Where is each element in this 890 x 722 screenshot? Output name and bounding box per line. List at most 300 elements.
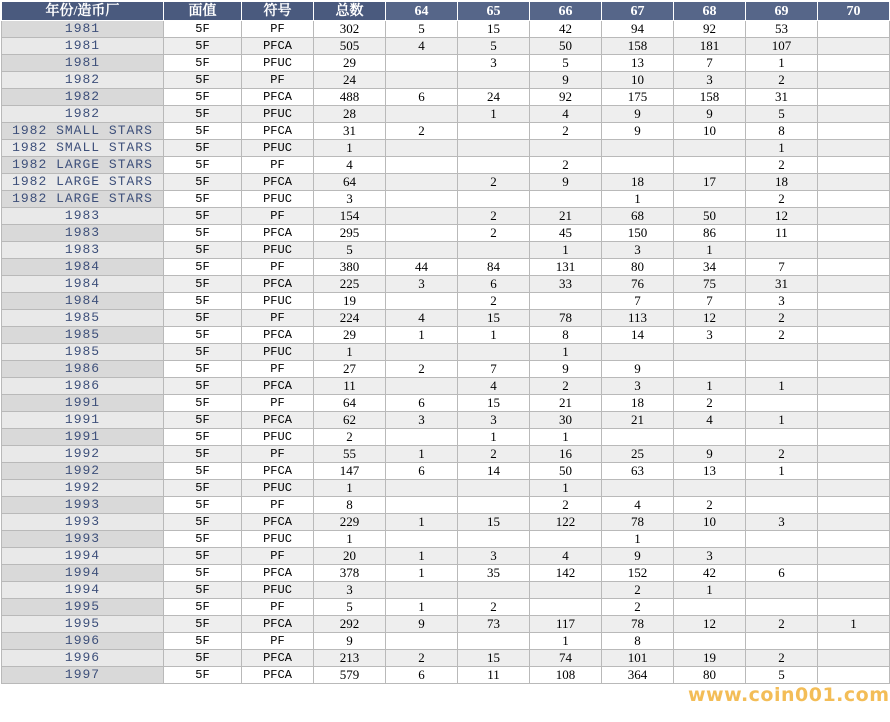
- cell-designation: PFCA: [242, 225, 314, 242]
- header-grade-66[interactable]: 66: [530, 2, 602, 21]
- header-grade-68[interactable]: 68: [674, 2, 746, 21]
- cell-designation: PFCA: [242, 667, 314, 684]
- cell-designation: PFCA: [242, 650, 314, 667]
- cell-grade-70: [818, 140, 890, 157]
- cell-year-mint: 1982 SMALL STARS: [2, 123, 164, 140]
- cell-designation: PFCA: [242, 616, 314, 633]
- header-year-mint[interactable]: 年份/造币厂: [2, 2, 164, 21]
- cell-grade-65: [458, 531, 530, 548]
- cell-total: 11: [314, 378, 386, 395]
- cell-grade-68: 9: [674, 446, 746, 463]
- cell-grade-65: 5: [458, 38, 530, 55]
- cell-total: 5: [314, 242, 386, 259]
- header-grade-67[interactable]: 67: [602, 2, 674, 21]
- cell-grade-69: [746, 361, 818, 378]
- cell-grade-64: 1: [386, 548, 458, 565]
- table-row[interactable]: [2, 140, 890, 157]
- cell-total: 24: [314, 72, 386, 89]
- cell-grade-66: 142: [530, 565, 602, 582]
- cell-grade-64: 2: [386, 123, 458, 140]
- cell-grade-67: [602, 140, 674, 157]
- cell-total: 378: [314, 565, 386, 582]
- cell-denomination: 5F: [164, 361, 242, 378]
- header-designation[interactable]: 符号: [242, 2, 314, 21]
- cell-grade-64: [386, 191, 458, 208]
- cell-year-mint: 1981: [2, 21, 164, 38]
- table-row[interactable]: [2, 55, 890, 72]
- cell-grade-66: [530, 293, 602, 310]
- cell-total: 27: [314, 361, 386, 378]
- cell-grade-69: 18: [746, 174, 818, 191]
- table-row[interactable]: [2, 514, 890, 531]
- cell-grade-68: 86: [674, 225, 746, 242]
- cell-denomination: 5F: [164, 21, 242, 38]
- cell-year-mint: 1997: [2, 667, 164, 684]
- cell-grade-67: 9: [602, 361, 674, 378]
- cell-denomination: 5F: [164, 582, 242, 599]
- cell-designation: PFCA: [242, 276, 314, 293]
- cell-year-mint: 1996: [2, 633, 164, 650]
- cell-grade-68: 19: [674, 650, 746, 667]
- population-table: [1, 1, 890, 684]
- cell-grade-68: 17: [674, 174, 746, 191]
- table-row[interactable]: [2, 344, 890, 361]
- cell-grade-66: 33: [530, 276, 602, 293]
- cell-grade-70: [818, 242, 890, 259]
- cell-grade-70: [818, 361, 890, 378]
- cell-grade-70: [818, 106, 890, 123]
- cell-denomination: 5F: [164, 310, 242, 327]
- table-row[interactable]: [2, 259, 890, 276]
- cell-total: 5: [314, 599, 386, 616]
- cell-grade-70: [818, 344, 890, 361]
- cell-grade-69: 31: [746, 89, 818, 106]
- cell-designation: PF: [242, 548, 314, 565]
- cell-year-mint: 1982 LARGE STARS: [2, 174, 164, 191]
- cell-grade-67: 150: [602, 225, 674, 242]
- cell-grade-66: 2: [530, 157, 602, 174]
- cell-total: 292: [314, 616, 386, 633]
- cell-grade-64: [386, 633, 458, 650]
- cell-grade-66: 131: [530, 259, 602, 276]
- cell-grade-68: [674, 633, 746, 650]
- cell-grade-66: 2: [530, 123, 602, 140]
- cell-total: 55: [314, 446, 386, 463]
- cell-grade-70: [818, 429, 890, 446]
- cell-grade-70: [818, 89, 890, 106]
- table-row[interactable]: [2, 361, 890, 378]
- cell-year-mint: 1986: [2, 361, 164, 378]
- cell-grade-67: 152: [602, 565, 674, 582]
- cell-grade-66: 9: [530, 174, 602, 191]
- cell-denomination: 5F: [164, 650, 242, 667]
- cell-grade-70: [818, 208, 890, 225]
- cell-year-mint: 1993: [2, 497, 164, 514]
- cell-grade-70: [818, 327, 890, 344]
- cell-grade-69: 2: [746, 650, 818, 667]
- cell-denomination: 5F: [164, 242, 242, 259]
- cell-grade-67: 78: [602, 616, 674, 633]
- cell-grade-68: 75: [674, 276, 746, 293]
- cell-denomination: 5F: [164, 140, 242, 157]
- cell-grade-65: [458, 123, 530, 140]
- table-row[interactable]: [2, 225, 890, 242]
- cell-grade-64: [386, 72, 458, 89]
- table-row[interactable]: [2, 106, 890, 123]
- cell-total: 505: [314, 38, 386, 55]
- cell-grade-67: 94: [602, 21, 674, 38]
- cell-grade-66: 30: [530, 412, 602, 429]
- cell-designation: PFUC: [242, 293, 314, 310]
- cell-designation: PFUC: [242, 531, 314, 548]
- cell-grade-66: 1: [530, 633, 602, 650]
- cell-grade-65: [458, 72, 530, 89]
- cell-grade-70: [818, 191, 890, 208]
- cell-grade-68: 3: [674, 72, 746, 89]
- cell-total: 3: [314, 582, 386, 599]
- cell-grade-64: [386, 174, 458, 191]
- cell-grade-65: [458, 497, 530, 514]
- table-row[interactable]: [2, 310, 890, 327]
- cell-grade-67: 18: [602, 174, 674, 191]
- cell-designation: PF: [242, 259, 314, 276]
- table-row[interactable]: [2, 123, 890, 140]
- cell-grade-64: 3: [386, 276, 458, 293]
- cell-year-mint: 1982 LARGE STARS: [2, 157, 164, 174]
- cell-grade-68: 80: [674, 667, 746, 684]
- cell-grade-70: [818, 548, 890, 565]
- cell-grade-68: [674, 599, 746, 616]
- cell-grade-66: [530, 140, 602, 157]
- cell-grade-68: [674, 531, 746, 548]
- cell-grade-68: [674, 191, 746, 208]
- table-row[interactable]: [2, 293, 890, 310]
- cell-grade-65: [458, 344, 530, 361]
- cell-year-mint: 1995: [2, 616, 164, 633]
- cell-grade-64: 9: [386, 616, 458, 633]
- cell-denomination: 5F: [164, 72, 242, 89]
- cell-grade-64: [386, 242, 458, 259]
- cell-total: 488: [314, 89, 386, 106]
- table-row[interactable]: [2, 191, 890, 208]
- cell-designation: PFUC: [242, 344, 314, 361]
- cell-grade-65: 2: [458, 174, 530, 191]
- cell-total: 28: [314, 106, 386, 123]
- header-grade-64[interactable]: 64: [386, 2, 458, 21]
- cell-grade-69: [746, 582, 818, 599]
- cell-designation: PF: [242, 446, 314, 463]
- cell-total: 579: [314, 667, 386, 684]
- header-denomination[interactable]: 面值: [164, 2, 242, 21]
- cell-grade-68: [674, 480, 746, 497]
- cell-grade-69: 2: [746, 310, 818, 327]
- cell-grade-69: 12: [746, 208, 818, 225]
- table-row[interactable]: [2, 480, 890, 497]
- cell-grade-64: [386, 106, 458, 123]
- cell-grade-68: 4: [674, 412, 746, 429]
- table-row[interactable]: [2, 463, 890, 480]
- cell-grade-67: 175: [602, 89, 674, 106]
- cell-grade-69: 2: [746, 157, 818, 174]
- table-row[interactable]: [2, 174, 890, 191]
- cell-grade-67: 18: [602, 395, 674, 412]
- cell-grade-69: [746, 633, 818, 650]
- cell-denomination: 5F: [164, 276, 242, 293]
- cell-grade-67: 21: [602, 412, 674, 429]
- cell-grade-67: 1: [602, 531, 674, 548]
- cell-grade-69: [746, 548, 818, 565]
- cell-grade-65: 3: [458, 55, 530, 72]
- cell-grade-69: 3: [746, 514, 818, 531]
- cell-denomination: 5F: [164, 667, 242, 684]
- cell-grade-66: 16: [530, 446, 602, 463]
- cell-grade-69: 3: [746, 293, 818, 310]
- cell-grade-65: 14: [458, 463, 530, 480]
- cell-total: 19: [314, 293, 386, 310]
- cell-grade-64: [386, 140, 458, 157]
- table-row[interactable]: [2, 378, 890, 395]
- cell-grade-66: 117: [530, 616, 602, 633]
- cell-grade-64: 2: [386, 361, 458, 378]
- header-total[interactable]: 总数: [314, 2, 386, 21]
- cell-grade-70: [818, 565, 890, 582]
- cell-grade-68: 10: [674, 514, 746, 531]
- table-row[interactable]: [2, 412, 890, 429]
- cell-designation: PFCA: [242, 123, 314, 140]
- cell-total: 1: [314, 480, 386, 497]
- cell-grade-69: [746, 531, 818, 548]
- cell-grade-64: [386, 429, 458, 446]
- cell-grade-66: 2: [530, 497, 602, 514]
- cell-total: 224: [314, 310, 386, 327]
- cell-year-mint: 1991: [2, 395, 164, 412]
- cell-total: 1: [314, 140, 386, 157]
- cell-denomination: 5F: [164, 497, 242, 514]
- cell-grade-64: [386, 582, 458, 599]
- cell-grade-70: [818, 72, 890, 89]
- table-row[interactable]: [2, 208, 890, 225]
- cell-grade-66: 21: [530, 208, 602, 225]
- cell-grade-65: [458, 242, 530, 259]
- table-row[interactable]: [2, 616, 890, 633]
- cell-grade-69: 7: [746, 259, 818, 276]
- cell-grade-70: [818, 55, 890, 72]
- cell-grade-69: 2: [746, 446, 818, 463]
- table-row[interactable]: [2, 582, 890, 599]
- cell-grade-65: [458, 191, 530, 208]
- cell-grade-64: 1: [386, 514, 458, 531]
- cell-grade-67: 25: [602, 446, 674, 463]
- cell-year-mint: 1981: [2, 38, 164, 55]
- cell-grade-66: [530, 582, 602, 599]
- cell-grade-69: 5: [746, 106, 818, 123]
- table-row[interactable]: [2, 548, 890, 565]
- header-grade-69[interactable]: 69: [746, 2, 818, 21]
- cell-total: 3: [314, 191, 386, 208]
- cell-grade-68: [674, 140, 746, 157]
- cell-grade-69: [746, 344, 818, 361]
- table-row[interactable]: [2, 531, 890, 548]
- cell-denomination: 5F: [164, 514, 242, 531]
- table-row[interactable]: [2, 21, 890, 38]
- table-row[interactable]: [2, 72, 890, 89]
- cell-grade-65: 4: [458, 378, 530, 395]
- cell-year-mint: 1994: [2, 548, 164, 565]
- table-row[interactable]: [2, 565, 890, 582]
- table-row[interactable]: [2, 38, 890, 55]
- cell-denomination: 5F: [164, 480, 242, 497]
- cell-grade-68: 3: [674, 548, 746, 565]
- cell-grade-69: 2: [746, 191, 818, 208]
- cell-grade-66: 21: [530, 395, 602, 412]
- cell-grade-65: [458, 140, 530, 157]
- cell-designation: PF: [242, 157, 314, 174]
- cell-total: 302: [314, 21, 386, 38]
- cell-grade-68: 1: [674, 582, 746, 599]
- cell-year-mint: 1984: [2, 259, 164, 276]
- cell-grade-66: [530, 191, 602, 208]
- cell-grade-67: 364: [602, 667, 674, 684]
- cell-grade-67: [602, 429, 674, 446]
- cell-grade-67: 8: [602, 633, 674, 650]
- cell-grade-65: 2: [458, 599, 530, 616]
- cell-grade-66: 5: [530, 55, 602, 72]
- cell-year-mint: 1982 SMALL STARS: [2, 140, 164, 157]
- cell-grade-70: [818, 276, 890, 293]
- cell-grade-64: 6: [386, 395, 458, 412]
- cell-denomination: 5F: [164, 225, 242, 242]
- table-row[interactable]: [2, 89, 890, 106]
- cell-grade-64: [386, 344, 458, 361]
- cell-denomination: 5F: [164, 378, 242, 395]
- cell-grade-65: 6: [458, 276, 530, 293]
- cell-grade-67: 3: [602, 378, 674, 395]
- cell-grade-66: 78: [530, 310, 602, 327]
- table-row[interactable]: [2, 429, 890, 446]
- cell-grade-70: [818, 174, 890, 191]
- cell-grade-64: 6: [386, 667, 458, 684]
- cell-designation: PF: [242, 72, 314, 89]
- cell-grade-64: 5: [386, 21, 458, 38]
- table-row[interactable]: [2, 157, 890, 174]
- table-row[interactable]: [2, 242, 890, 259]
- cell-grade-67: 1: [602, 191, 674, 208]
- cell-denomination: 5F: [164, 191, 242, 208]
- cell-denomination: 5F: [164, 174, 242, 191]
- table-row[interactable]: [2, 667, 890, 684]
- cell-grade-67: [602, 480, 674, 497]
- cell-grade-69: 1: [746, 55, 818, 72]
- cell-grade-65: 3: [458, 548, 530, 565]
- cell-grade-70: [818, 157, 890, 174]
- cell-year-mint: 1982: [2, 106, 164, 123]
- cell-grade-65: 1: [458, 106, 530, 123]
- cell-designation: PFUC: [242, 480, 314, 497]
- cell-grade-67: 158: [602, 38, 674, 55]
- cell-grade-64: [386, 225, 458, 242]
- cell-designation: PFCA: [242, 89, 314, 106]
- cell-denomination: 5F: [164, 412, 242, 429]
- table-row[interactable]: [2, 446, 890, 463]
- cell-designation: PFUC: [242, 582, 314, 599]
- cell-denomination: 5F: [164, 599, 242, 616]
- cell-grade-69: 11: [746, 225, 818, 242]
- cell-grade-70: [818, 123, 890, 140]
- cell-grade-70: [818, 633, 890, 650]
- cell-denomination: 5F: [164, 106, 242, 123]
- cell-year-mint: 1984: [2, 276, 164, 293]
- cell-denomination: 5F: [164, 208, 242, 225]
- cell-denomination: 5F: [164, 548, 242, 565]
- cell-grade-68: 9: [674, 106, 746, 123]
- header-grade-70[interactable]: 70: [818, 2, 890, 21]
- cell-year-mint: 1992: [2, 463, 164, 480]
- cell-designation: PF: [242, 633, 314, 650]
- cell-denomination: 5F: [164, 446, 242, 463]
- cell-grade-69: 107: [746, 38, 818, 55]
- cell-grade-64: [386, 293, 458, 310]
- cell-grade-70: [818, 293, 890, 310]
- cell-denomination: 5F: [164, 157, 242, 174]
- cell-grade-67: 76: [602, 276, 674, 293]
- table-row[interactable]: [2, 327, 890, 344]
- header-grade-65[interactable]: 65: [458, 2, 530, 21]
- cell-grade-65: 15: [458, 21, 530, 38]
- cell-grade-69: 1: [746, 140, 818, 157]
- cell-denomination: 5F: [164, 616, 242, 633]
- cell-grade-68: 42: [674, 565, 746, 582]
- cell-grade-65: [458, 633, 530, 650]
- cell-grade-65: 2: [458, 208, 530, 225]
- table-row[interactable]: [2, 276, 890, 293]
- cell-grade-67: 9: [602, 106, 674, 123]
- cell-grade-65: 84: [458, 259, 530, 276]
- table-row[interactable]: [2, 497, 890, 514]
- cell-designation: PF: [242, 310, 314, 327]
- cell-denomination: 5F: [164, 89, 242, 106]
- cell-grade-70: [818, 395, 890, 412]
- cell-grade-67: 68: [602, 208, 674, 225]
- cell-grade-70: [818, 310, 890, 327]
- cell-grade-70: [818, 650, 890, 667]
- cell-grade-64: [386, 208, 458, 225]
- cell-grade-65: 2: [458, 446, 530, 463]
- cell-year-mint: 1996: [2, 650, 164, 667]
- cell-grade-69: 6: [746, 565, 818, 582]
- cell-grade-70: [818, 514, 890, 531]
- table-row[interactable]: [2, 599, 890, 616]
- cell-grade-66: 4: [530, 548, 602, 565]
- cell-grade-69: 8: [746, 123, 818, 140]
- cell-grade-69: [746, 242, 818, 259]
- table-row[interactable]: [2, 395, 890, 412]
- cell-total: 9: [314, 633, 386, 650]
- cell-grade-68: [674, 344, 746, 361]
- cell-grade-70: [818, 667, 890, 684]
- cell-grade-64: 3: [386, 412, 458, 429]
- cell-grade-66: 1: [530, 480, 602, 497]
- cell-grade-67: 63: [602, 463, 674, 480]
- table-row[interactable]: [2, 650, 890, 667]
- cell-grade-64: 44: [386, 259, 458, 276]
- cell-grade-64: [386, 497, 458, 514]
- cell-grade-66: 8: [530, 327, 602, 344]
- cell-grade-66: 92: [530, 89, 602, 106]
- table-row[interactable]: [2, 633, 890, 650]
- cell-grade-70: [818, 412, 890, 429]
- cell-grade-64: 6: [386, 463, 458, 480]
- cell-grade-68: 50: [674, 208, 746, 225]
